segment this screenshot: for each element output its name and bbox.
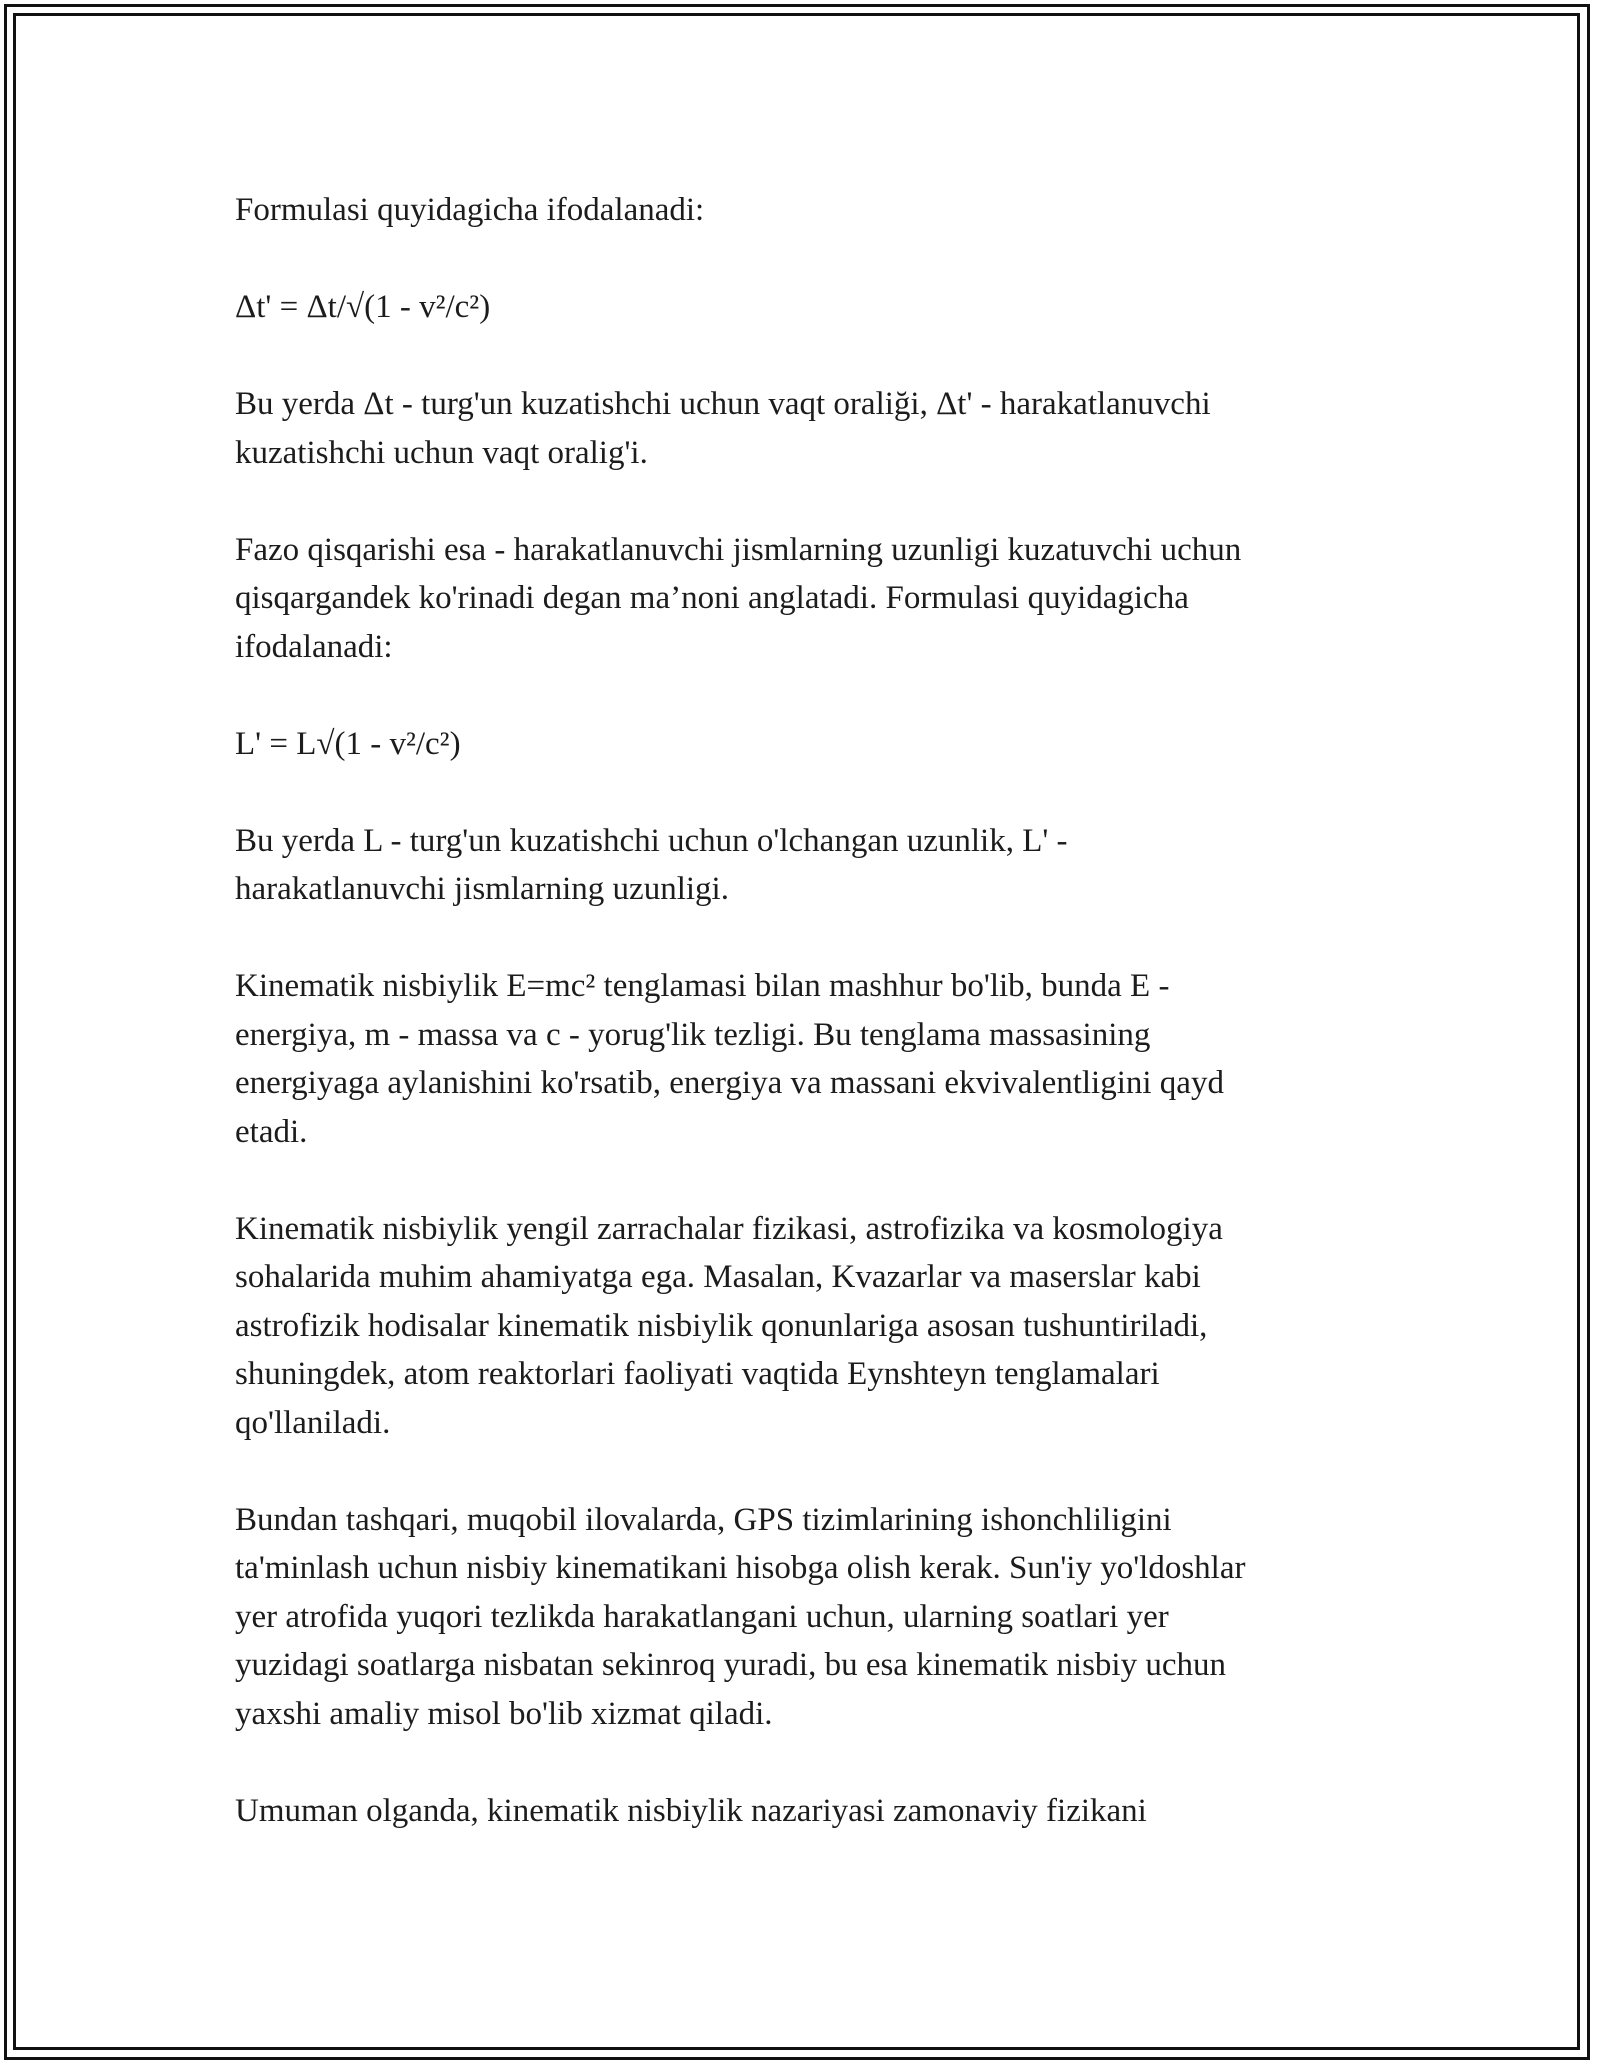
paragraph-length-explanation: Bu yerda L - turg'un kuzatishchi uchun o'lchangan uzunlik, L' - harakatlanuvchi jismlarning uzunligi. [235,822,1068,907]
document-body [235,186,1385,1884]
paragraph-time-dilation-explanation: Bu yerda Δt - turg'un kuzatishchi uchun vaqt oraliği, Δt' - harakatlanuvchi kuzatishchi uchun vaqt oralig'i. [235,386,1211,471]
paragraph-length-contraction: Fazo qisqarishi esa - harakatlanuvchi jismlarning uzunligi kuzatuvchi uchun qisqargandek ko'rinadi degan ma’noni anglatadi. Formulasi quyidagicha ifodalanadi: [235,531,1242,665]
formula-time-dilation: Δt' = Δt/√(1 - v²/c²) [235,289,491,325]
paragraph-intro-formula: Formulasi quyidagicha ifodalanadi: [235,192,705,228]
formula-length-contraction: L' = L√(1 - v²/c²) [235,725,461,762]
paragraph-gps: Bundan tashqari, muqobil ilovalarda, GPS tizimlarining ishonchliligini ta'minlash uchun nisbiy kinematikani hisobga olish kerak. Sun'iy yo'ldoshlar yer atrofida yuqori tezlikda harakatlangani uchun, ularning soatlari yer yuzidagi soatlarga nisbatan sekinroq yuradi, bu esa kinematik nisbiy uchun yaxshi amaliy misol bo'lib xizmat qiladi. [235,1501,1246,1732]
paragraph-applications: Kinematik nisbiylik yengil zarrachalar fizikasi, astrofizika va kosmologiya sohalarida muhim ahamiyatga ega. Masalan, Kvazarlar va maserslar kabi astrofizik hodisalar kinematik nisbiylik qonunlariga asosan tushuntiriladi, shuningdek, atom reaktorlari faoliyati vaqtida Eynshteyn tenglamalari qo'llaniladi. [235,1210,1223,1441]
paragraph-mass-energy: Kinematik nisbiylik E=mc² tenglamasi bilan mashhur bo'lib, bunda E - energiya, m - massa va c - yorug'lik tezligi. Bu tenglama massasining energiyaga aylanishini ko'rsatib, energiya va massani ekvivalentligini qayd etadi. [235,968,1224,1150]
paragraph-conclusion: Umuman olganda, kinematik nisbiylik nazariyasi zamonaviy fizikani [235,1792,1147,1829]
